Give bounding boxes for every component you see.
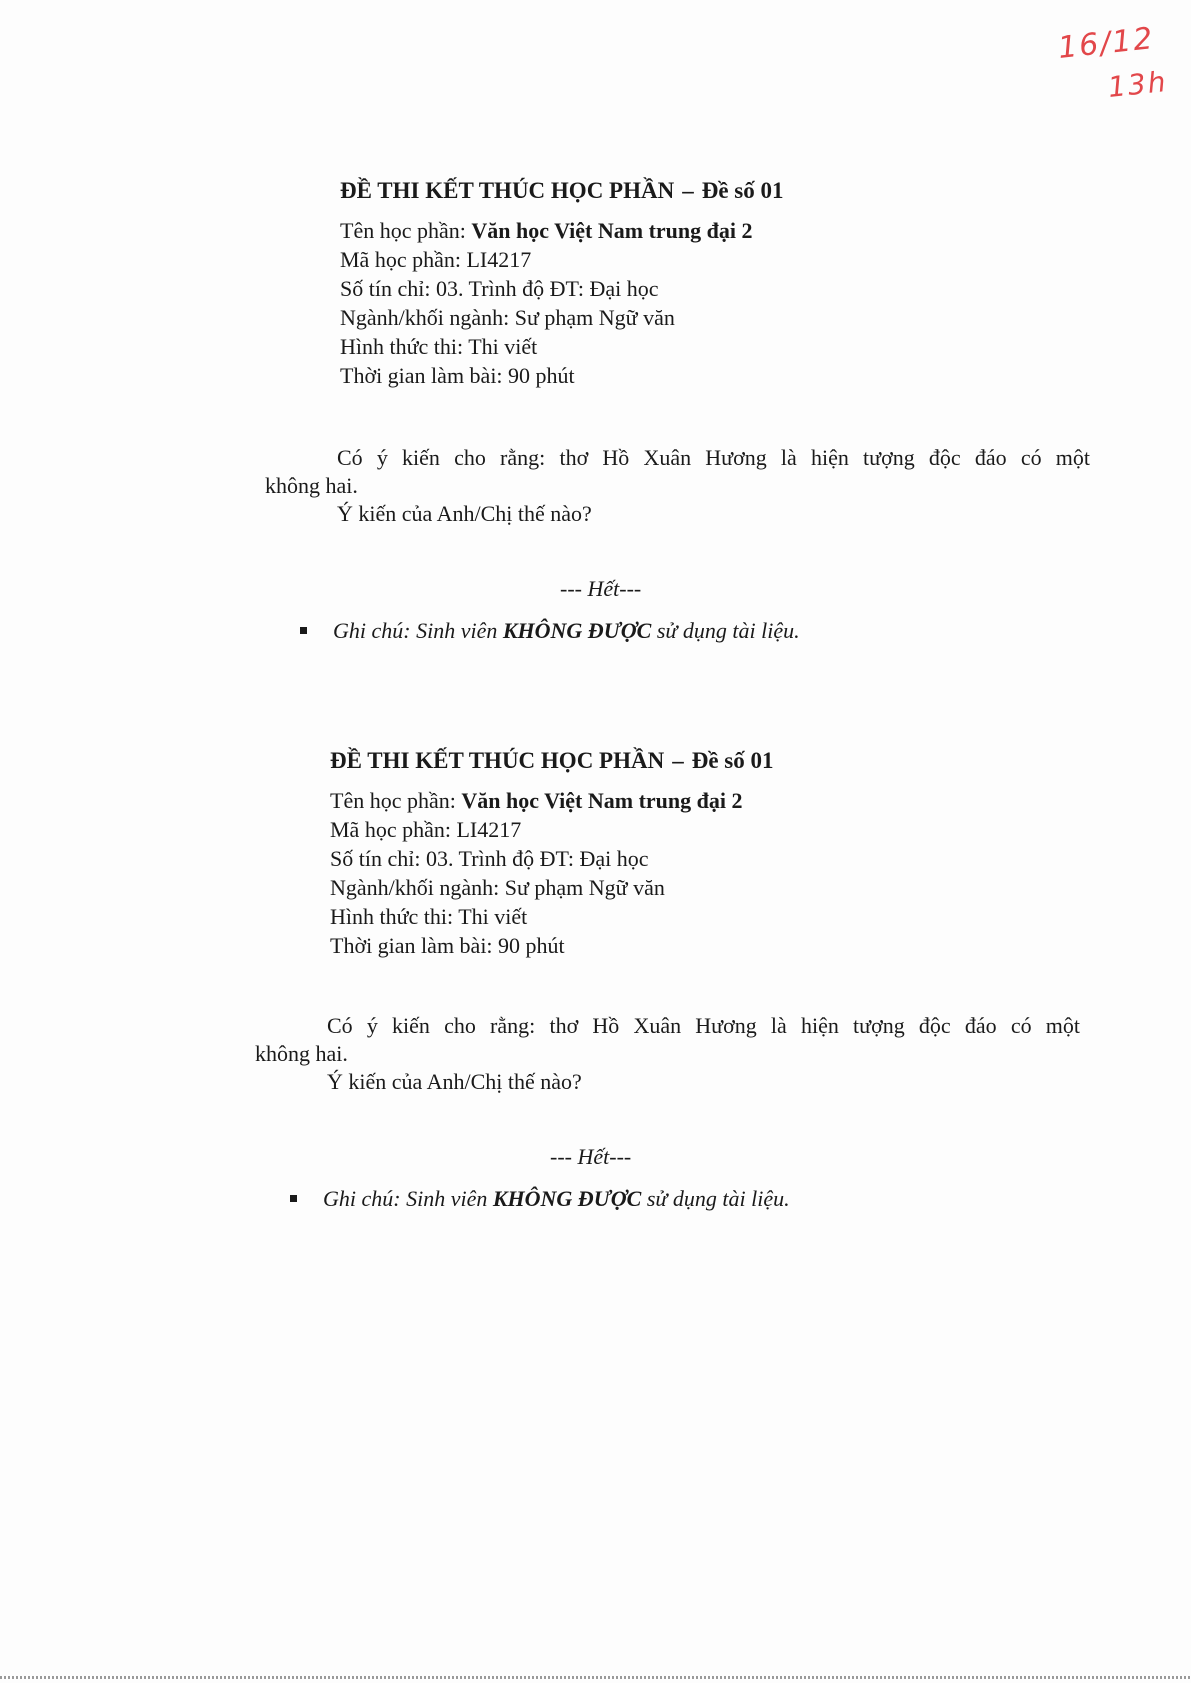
bullet-icon — [300, 627, 307, 634]
exam-number: Đề số 01 — [701, 178, 784, 203]
credits-line: Số tín chỉ: 03. Trình độ ĐT: Đại học — [340, 276, 659, 301]
course-name-label: Tên học phần: — [340, 218, 472, 243]
course-code-value: LI4217 — [456, 817, 522, 842]
exam-title — [340, 178, 1191, 204]
major-line: Ngành/khối ngành: Sư phạm Ngữ văn — [330, 875, 665, 900]
duration-line: Thời gian làm bài: 90 phút — [330, 933, 565, 958]
exam-format-line: Hình thức thi: Thi viết — [330, 904, 528, 929]
exam-note — [290, 1186, 790, 1212]
scan-edge-divider — [0, 1676, 1191, 1679]
exam-format-line: Hình thức thi: Thi viết — [340, 334, 538, 359]
course-name-line — [340, 216, 1191, 245]
course-code-label: Mã học phần: — [330, 817, 457, 842]
course-name-line — [330, 786, 1191, 815]
course-code-value: LI4217 — [466, 247, 532, 272]
question-first-line: Có ý kiến cho rằng: thơ Hồ Xuân Hương là hiện tượng độc đáo có một — [337, 445, 1090, 470]
major-line: Ngành/khối ngành: Sư phạm Ngữ văn — [340, 305, 675, 330]
bullet-icon — [290, 1195, 297, 1202]
course-code-line — [340, 245, 1191, 274]
exam-header-block — [340, 178, 1191, 390]
course-name-value: Văn học Việt Nam trung đại 2 — [461, 788, 743, 813]
question-continuation: không hai. — [265, 473, 358, 498]
exam-title-dash: – — [672, 748, 684, 773]
end-mark: --- Hết--- — [560, 576, 642, 601]
course-name-label: Tên học phần: — [330, 788, 462, 813]
exam-title-main: ĐỀ THI KẾT THÚC HỌC PHẦN — [340, 178, 675, 203]
duration-line: Thời gian làm bài: 90 phút — [340, 363, 575, 388]
exam-question — [255, 1012, 1080, 1096]
course-code-label: Mã học phần: — [340, 247, 467, 272]
exam-note — [300, 618, 800, 644]
note-suffix: sử dụng tài liệu. — [651, 618, 800, 643]
course-code-line — [330, 815, 1191, 844]
handwritten-time-note: 13h — [1106, 64, 1169, 105]
exam-title-dash: – — [682, 178, 694, 203]
question-prompt: Ý kiến của Anh/Chị thế nào? — [327, 1069, 582, 1094]
exam-title — [330, 748, 1191, 774]
question-continuation: không hai. — [255, 1041, 348, 1066]
handwritten-date-note: 16/12 — [1056, 21, 1157, 66]
end-mark: --- Hết--- — [550, 1144, 632, 1169]
note-emphasis: KHÔNG ĐƯỢC — [492, 1186, 642, 1211]
exam-number: Đề số 01 — [691, 748, 774, 773]
credits-line: Số tín chỉ: 03. Trình độ ĐT: Đại học — [330, 846, 649, 871]
exam-question — [265, 444, 1090, 528]
note-prefix: Ghi chú: Sinh viên — [323, 1186, 493, 1211]
question-prompt: Ý kiến của Anh/Chị thế nào? — [337, 501, 592, 526]
note-prefix: Ghi chú: Sinh viên — [333, 618, 503, 643]
course-name-value: Văn học Việt Nam trung đại 2 — [471, 218, 753, 243]
exam-title-main: ĐỀ THI KẾT THÚC HỌC PHẦN — [330, 748, 665, 773]
question-first-line: Có ý kiến cho rằng: thơ Hồ Xuân Hương là hiện tượng độc đáo có một — [327, 1013, 1080, 1038]
note-emphasis: KHÔNG ĐƯỢC — [502, 618, 652, 643]
exam-header-block — [330, 748, 1191, 960]
note-suffix: sử dụng tài liệu. — [641, 1186, 790, 1211]
